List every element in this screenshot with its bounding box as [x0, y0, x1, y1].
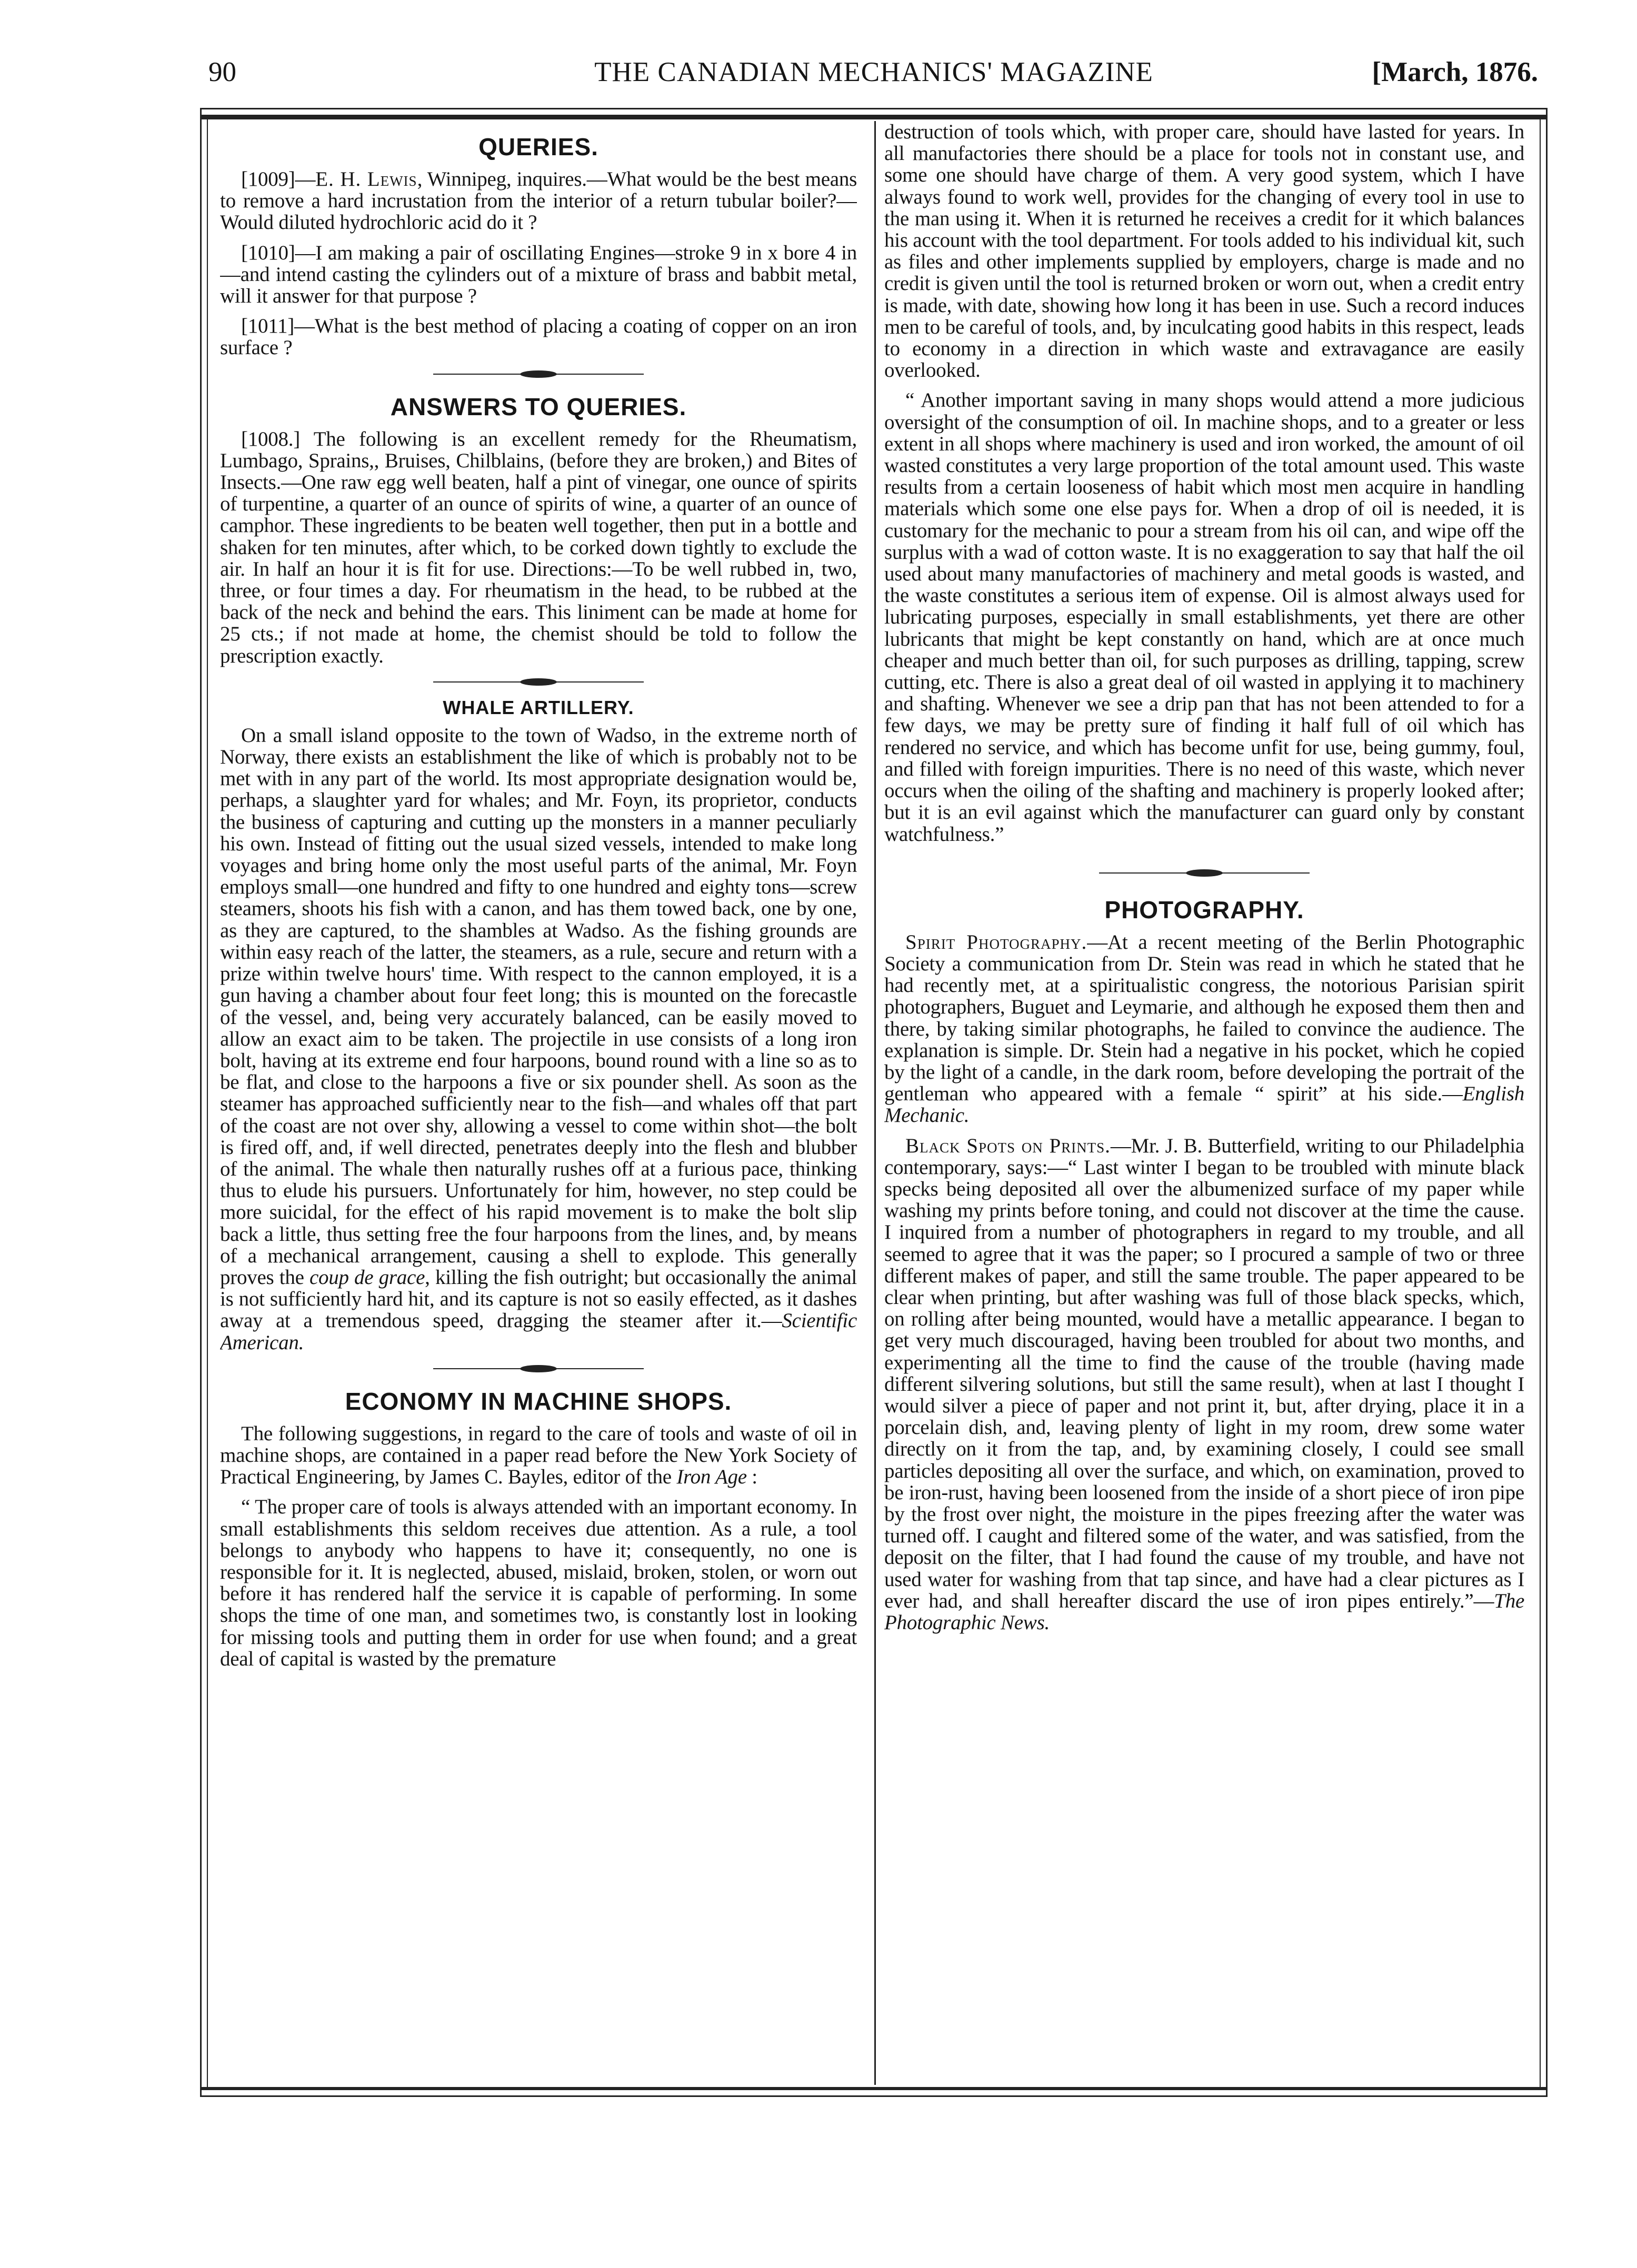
query-1011: [1011]—What is the best method of placing a coating of copper on an iron surface ?: [220, 315, 857, 359]
section-divider: [220, 367, 857, 381]
column-rule: [874, 121, 876, 2085]
section-divider: [884, 866, 1524, 880]
right-column: [884, 121, 1524, 2084]
black-spots-article: Black Spots on Prints.—Mr. J. B. Butterfield, writing to our Philadelphia contemporary, says:—“ Last winter I began to be troubled with minute black specks being deposited all over the albumenized surface of my paper while washing my prints before toning, and could not discover at the time the cause. I inquired from a number of photographers in regard to my trouble, and all seemed to agree that it was the paper; so I procured a sample of two or three different makes of paper, and still the same trouble. The paper appeared to be clear when printing, but after washing was full of those black specks, which, on rolling after being mounted, would have a metallic appearance. I began to get very much discouraged, having been troubled for about two months, and experimenting all the time to find the cause of the trouble (having made different silvering solutions, but still the same result), when at last I thought I would silver a piece of paper and not print it, but, after drying, place it in a porcelain dish, and, leaving plenty of light in my room, drew some water directly on it from the tap, and, by examining closely, I could see small particles depositing all over the surface, and which, on examination, proved to be iron-rust, having been loosened from the inside of a short piece of iron pipe by the frost over night, the moisture in the pipes freezing after the water was turned off. I caught and filtered some of the water, and was satisfied, from the deposit on the filter, that I had found the cause of my trouble, and have not used water for washing from that tap since, and have had a clear pictures as I ever had, and shall hereafter discard the use of iron pipes entirely.”—The Photographic News.: [884, 1134, 1524, 1634]
black-spots-source: The Photographic News.: [884, 1589, 1524, 1634]
spirit-source: English Mechanic.: [884, 1082, 1524, 1127]
left-column: [220, 121, 857, 2084]
issue-date: [March, 1876.: [1372, 57, 1538, 87]
economy-intro: The following suggestions, in regard to the care of tools and waste of oil in machine shops, are contained in a paper read before the New York Society of Practical Engineering, by James C. Bayles, editor of the Iron Age :: [220, 1422, 857, 1489]
section-divider: [220, 675, 857, 689]
economy-heading: ECONOMY IN MACHINE SHOPS.: [345, 1387, 732, 1415]
answer-1008: [1008.] The following is an excellent remedy for the Rheumatism, Lumbago, Sprains,, Bruises, Chilblains, (before they are broken,) and Bites of Insects.—One raw egg well beaten, half a pint of vinegar, one ounce of spirits of turpentine, a quarter of an ounce of spirits of wine, a quarter of an ounce of camphor. These ingredients to be beaten well together, then put in a bottle and shaken for ten minutes, after which, to be corked down tightly to exclude the air. In half an hour it is fit for use. Directions:—To be well rubbed in, two, three, or four times a day. For rheumatism in the head, to be rubbed at the back of the neck and behind the ears. This liniment can be made at home for 25 cts.; if not made at home, the chemist should be told to follow the prescription exactly.: [220, 427, 857, 667]
query-1010: [1010]—I am making a pair of oscillating Engines—stroke 9 in x bore 4 in—and intend casting the cylinders out of a mixture of brass and babbit metal, will it answer for that purpose ?: [220, 241, 857, 308]
spirit-photography-article: Spirit Photography.—At a recent meeting of the Berlin Photographic Society a communication from Dr. Stein was read in which he stated that he had recently met, at a spiritualistic congress, the notorious Parisian spirit photographers, Buguet and Leymarie, and although he exposed them then and there, by taking similar photographs, he failed to convince the audience. The explanation is simple. Dr. Stein had a negative in his pocket, which he copied by the light of a candle, in the dark room, before developing the portrait of the gentleman who appeared with a female “ spirit” at his side.—English Mechanic.: [884, 930, 1524, 1127]
answers-heading: ANSWERS TO QUERIES.: [390, 393, 687, 420]
whale-source: Scientific American.: [220, 1309, 857, 1354]
economy-continuation: destruction of tools which, with proper care, should have lasted for years. In all manufactories there should be a place for tools not in constant use, and some one should have charge of them. A very good system, which I have always found to work well, provides for the changing of every tool in use to the man using it. When it is returned he receives a credit for it which balances his account with the tool department. For tools added to his individual kit, such as files and other implements supplied by employers, charge is made and no credit is given until the tool is returned broken or worn out, when a credit entry is made, with date, showing how long it has been in use. Such a record induces men to be careful of tools, and, by inculcating good habits in this respect, leads to economy in a direction in which waste and extravagance are easily overlooked.: [884, 121, 1524, 382]
whale-heading: WHALE ARTILLERY.: [443, 696, 634, 718]
photography-heading: PHOTOGRAPHY.: [1104, 896, 1304, 924]
queries-heading: QUERIES.: [478, 133, 598, 160]
economy-paragraph-2: “ Another important saving in many shops would attend a more judicious oversight of the consumption of oil. In machine shops, and to a greater or less extent in all shops where machinery is used and iron worked, the amount of oil wasted constitutes a very large proportion of the total amount used. This waste results from a certain looseness of habit which most men acquire in handling materials which some one else pays for. When a drop of oil is needed, it is customary for the mechanic to pour a stream from his oil can, and wipe off the surplus with a wad of cotton waste. It is no exaggeration to say that half the oil used about many manufactories of machinery and metal goods is wasted, and the waste constitutes a serious item of expense. Oil is almost always used for lubricating purposes, especially in small establishments, yet there are other lubricants that might be kept constantly on hand, which are at once much cheaper and much better than oil, for such purposes as drilling, tapping, screw cutting, etc. There is also a great deal of oil wasted in applying it to machinery and shafting. Whenever we see a drip pan that has not been attended to for a few days, we may be pretty sure of finding it half full of oil which has rendered no service, and which has become unfit for use, being gummy, foul, and filled with foreign impurities. There is no need of this waste, which never occurs when the oiling of the shafting and machinery is properly looked after; but it is an evil against which the manufacturer can guard only by constant watchfulness.”: [884, 389, 1524, 846]
section-divider: [220, 1362, 857, 1376]
whale-article: On a small island opposite to the town of Wadso, in the extreme north of Norway, there exists an establishment the like of which is probably not to be met with in any part of the world. Its most appropriate designation would be, perhaps, a slaughter yard for whales; and Mr. Foyn, its proprietor, conducts the business of capturing and cutting up the monsters in a manner peculiarly his own. Instead of fitting out the usual sized vessels, intended to make long voyages and bring home only the most useful parts of the animal, Mr. Foyn employs small—one hundred and fifty to one hundred and eighty tons—screw steamers, shoots his fish with a canon, and has them towed back, one by one, as they are captured, to the shambles at Wadso. As the fishing grounds are within easy reach of the latter, the steamers, as a rule, secure and return with a prize within twelve hours' time. With respect to the cannon employed, it is a gun having a chamber about four feet long; this is mounted on the forecastle of the vessel, and, being very accurately balanced, can be easily moved to allow an exact aim to be taken. The projectile in use consists of a long iron bolt, having at its extreme end four harpoons, bound round with a line so as to be flat, and close to the harpoons a five or six pounder shell. As soon as the steamer has approached sufficiently near to the fish—and whales off that part of the coast are not over shy, allowing a vessel to come within shot—the bolt is fired off, and, if well directed, penetrates deeply into the flesh and blubber of the animal. The whale then naturally rushes off at a furious pace, thinking thus to elude his pursuers. Unfortunately for him, however, no step could be more suicidal, for the effect of his rapid movement is to make the bolt slip back a little, thus setting free the four harpoons from the lines, and, by means of a mechanical arrangement, causing a shell to explode. This generally proves the coup de grace, killing the fish outright; but occasionally the animal is not sufficiently hard hit, and its capture is not so easily effected, as it dashes away at a tremendous speed, dragging the steamer after it.—Scientific American.: [220, 724, 857, 1354]
bottom-rule: [202, 2087, 1546, 2090]
magazine-title: THE CANADIAN MECHANICS' MAGAZINE: [594, 57, 1153, 87]
top-rule: [202, 115, 1546, 119]
running-header: [200, 54, 1548, 91]
query-author: E. H. Lewis: [315, 168, 417, 190]
page-number: 90: [208, 57, 236, 87]
economy-paragraph-1: “ The proper care of tools is always attended with an important economy. In small establishments this seldom receives due attention. As a rule, a tool belongs to anybody who happens to have it; consequently, no one is responsible for it. It is neglected, abused, mislaid, broken, stolen, or worn out before it has rendered half the service it is capable of performing. In some shops the time of one man, and sometimes two, is constantly lost in looking for missing tools and putting them in order for use when found; and a great deal of capital is wasted by the premature: [220, 1496, 857, 1670]
query-1009: [1009]—E. H. Lewis, Winnipeg, inquires.—What would be the best means to remove a hard incrustation from the interior of a return tubular boiler?—Would diluted hydrochloric acid do it ?: [220, 168, 857, 234]
